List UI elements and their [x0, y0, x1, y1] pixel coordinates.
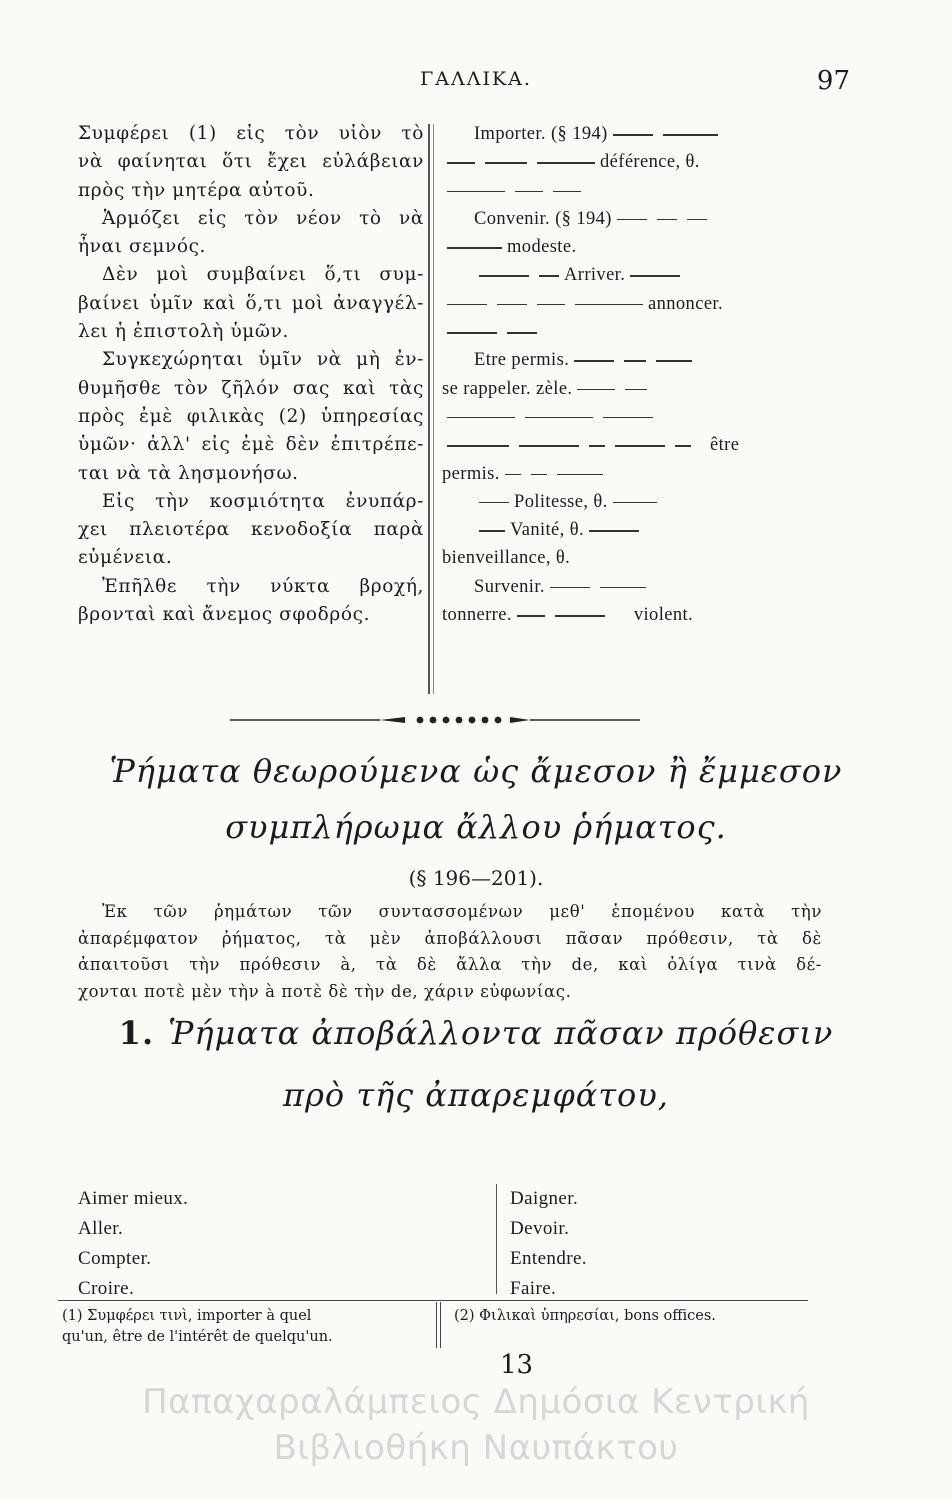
subheading-number: 1.: [118, 1014, 155, 1052]
running-head: [0, 68, 952, 98]
verb-list-left: [78, 1184, 378, 1304]
verb-item: Compter.: [78, 1248, 152, 1269]
verb-item: Aller.: [78, 1218, 124, 1239]
verb-item: Croire.: [78, 1278, 135, 1299]
greek-line: Συγκεχώρηται ὑμῖν νὰ μὴ ἐν-: [102, 349, 424, 371]
library-watermark-line-1: Παπαχαραλάμπειος Δημόσια Κεντρική: [142, 1382, 810, 1422]
vocab-entry: bienveillance, θ.: [442, 548, 571, 569]
greek-line: λει ἡ ἐπιστολὴ ὑμῶν.: [78, 321, 289, 343]
vocab-entry: tonnerre.: [442, 605, 512, 626]
footnote-line: (2) Φιλικαὶ ὑπηρεσίαι, bons offices.: [454, 1308, 716, 1324]
subheading-text: Ῥήματα ἀποβάλλοντα πᾶσαν πρόθεσιν: [168, 1014, 834, 1052]
greek-line: βρονταὶ καὶ ἄνεμος σφοδρός.: [78, 604, 371, 626]
footnote-line: (1) Συμφέρει τινὶ, importer à quel: [62, 1308, 312, 1324]
verb-item: Aimer mieux.: [78, 1188, 189, 1209]
greek-line: Δὲν μοὶ συμβαίνει ὅ,τι συμ-: [102, 264, 424, 286]
vocab-entry: Vanité, θ.: [510, 520, 584, 541]
column-divider: [428, 124, 430, 694]
greek-line: πρὸς τὴν μητέρα αὐτοῦ.: [78, 179, 315, 201]
french-vocabulary-column: [442, 120, 822, 629]
library-watermark-line-2: Βιβλιοθήκη Ναυπάκτου: [273, 1428, 679, 1468]
vocab-entry: déférence, θ.: [600, 152, 700, 173]
greek-line: ται νὰ τὰ λησμονήσω.: [78, 462, 299, 484]
verb-item: Faire.: [510, 1278, 557, 1299]
column-divider: [433, 124, 434, 694]
footnote-1: [62, 1306, 412, 1348]
footnote-2: [454, 1306, 834, 1327]
vocab-entry: Survenir.: [474, 576, 545, 597]
vocab-entry: Politesse, θ.: [514, 491, 608, 512]
section-reference: (§ 196—201).: [408, 866, 544, 890]
verb-list-right: [510, 1184, 810, 1304]
verb-item: Devoir.: [510, 1218, 570, 1239]
ornamental-rule: [230, 714, 640, 726]
verb-list-divider: [496, 1184, 497, 1294]
vocab-entry: annoncer.: [648, 293, 723, 314]
subheading-line-1: [70, 1014, 882, 1052]
intro-line: ἀπαρέμφατον ῥήματος, τὰ μὲν ἀποβάλλουσι πᾶσαν πρόθεσιν, τὰ δὲ: [78, 928, 822, 948]
intro-line: ἀπαιτοῦσι τὴν πρόθεσιν à, τὰ δὲ ἄλλα τὴν de, καὶ ὀλίγα τινὰ δέ-: [78, 955, 822, 974]
verb-item: Daigner.: [510, 1188, 579, 1209]
greek-line: ἦναι σεμνός.: [78, 236, 207, 258]
greek-exercise-column: [78, 120, 424, 629]
greek-line: θυμῆσθε τὸν ζῆλόν σας καὶ τὰς: [78, 377, 424, 399]
greek-line: βαίνει ὑμῖν καὶ ὅ,τι μοὶ ἀναγγέλ-: [78, 292, 424, 314]
vocab-entry: Etre permis.: [474, 350, 570, 371]
greek-line: ὑμῶν· ἀλλ' εἰς ἐμὲ δὲν ἐπιτρέπε-: [78, 434, 424, 456]
footnote-divider: [440, 1302, 441, 1348]
signature-mark: 13: [500, 1350, 534, 1380]
vocab-entry: modeste.: [507, 237, 577, 258]
vocab-entry: se rappeler. zèle.: [442, 378, 573, 399]
verb-item: Entendre.: [510, 1248, 587, 1269]
vocab-entry: être: [710, 435, 740, 456]
greek-line: Ἁρμόζει εἰς τὸν νέον τὸ νὰ: [102, 207, 424, 229]
footnote-line: qu'un, être de l'intérêt de quelqu'un.: [62, 1329, 333, 1345]
page-number: 97: [816, 66, 850, 96]
vocab-entry: permis.: [442, 463, 500, 484]
footnote-divider: [436, 1302, 437, 1348]
section-heading-line-2: συμπλήρωμα ἄλλου ῥήματος.: [225, 808, 727, 846]
greek-line: νὰ φαίνηται ὅτι ἔχει εὐλάβειαν: [78, 151, 424, 173]
running-title: ΓΑΛΛΙΚΑ.: [420, 68, 532, 90]
vocab-entry: Importer. (§ 194): [474, 124, 608, 144]
greek-line: Συμφέρει (1) εἰς τὸν υἱὸν τὸ: [78, 123, 424, 144]
greek-line: πρὸς ἐμὲ φιλικὰς (2) ὑπηρεσίας: [78, 405, 424, 427]
greek-line: Ἐπῆλθε τὴν νύκτα βροχή,: [102, 575, 424, 597]
footnote-rule: [58, 1300, 808, 1301]
vocab-entry: Convenir. (§ 194): [474, 208, 612, 229]
subheading-line-2: πρὸ τῆς ἀπαρεμφάτου,: [283, 1076, 669, 1114]
greek-line: Εἰς τὴν κοσμιότητα ἐνυπάρ-: [102, 490, 424, 512]
section-intro: [78, 899, 822, 1005]
greek-line: χει πλειοτέρα κενοδοξία παρὰ: [78, 519, 424, 541]
section-heading-line-1: Ῥήματα θεωρούμενα ὡς ἄμεσον ἢ ἔμμεσον: [109, 752, 843, 790]
vocab-entry: Arriver.: [564, 265, 626, 286]
intro-line: Ἐκ τῶν ῥημάτων τῶν συντασσομένων μεθ' ἑπομένου κατὰ τὴν: [102, 902, 822, 921]
vocab-entry: violent.: [633, 605, 694, 626]
intro-line: χονται ποτὲ μὲν τὴν à ποτὲ δὲ τὴν de, χάριν εὐφωνίας.: [78, 981, 572, 1001]
greek-line: εὐμένεια.: [78, 547, 173, 569]
